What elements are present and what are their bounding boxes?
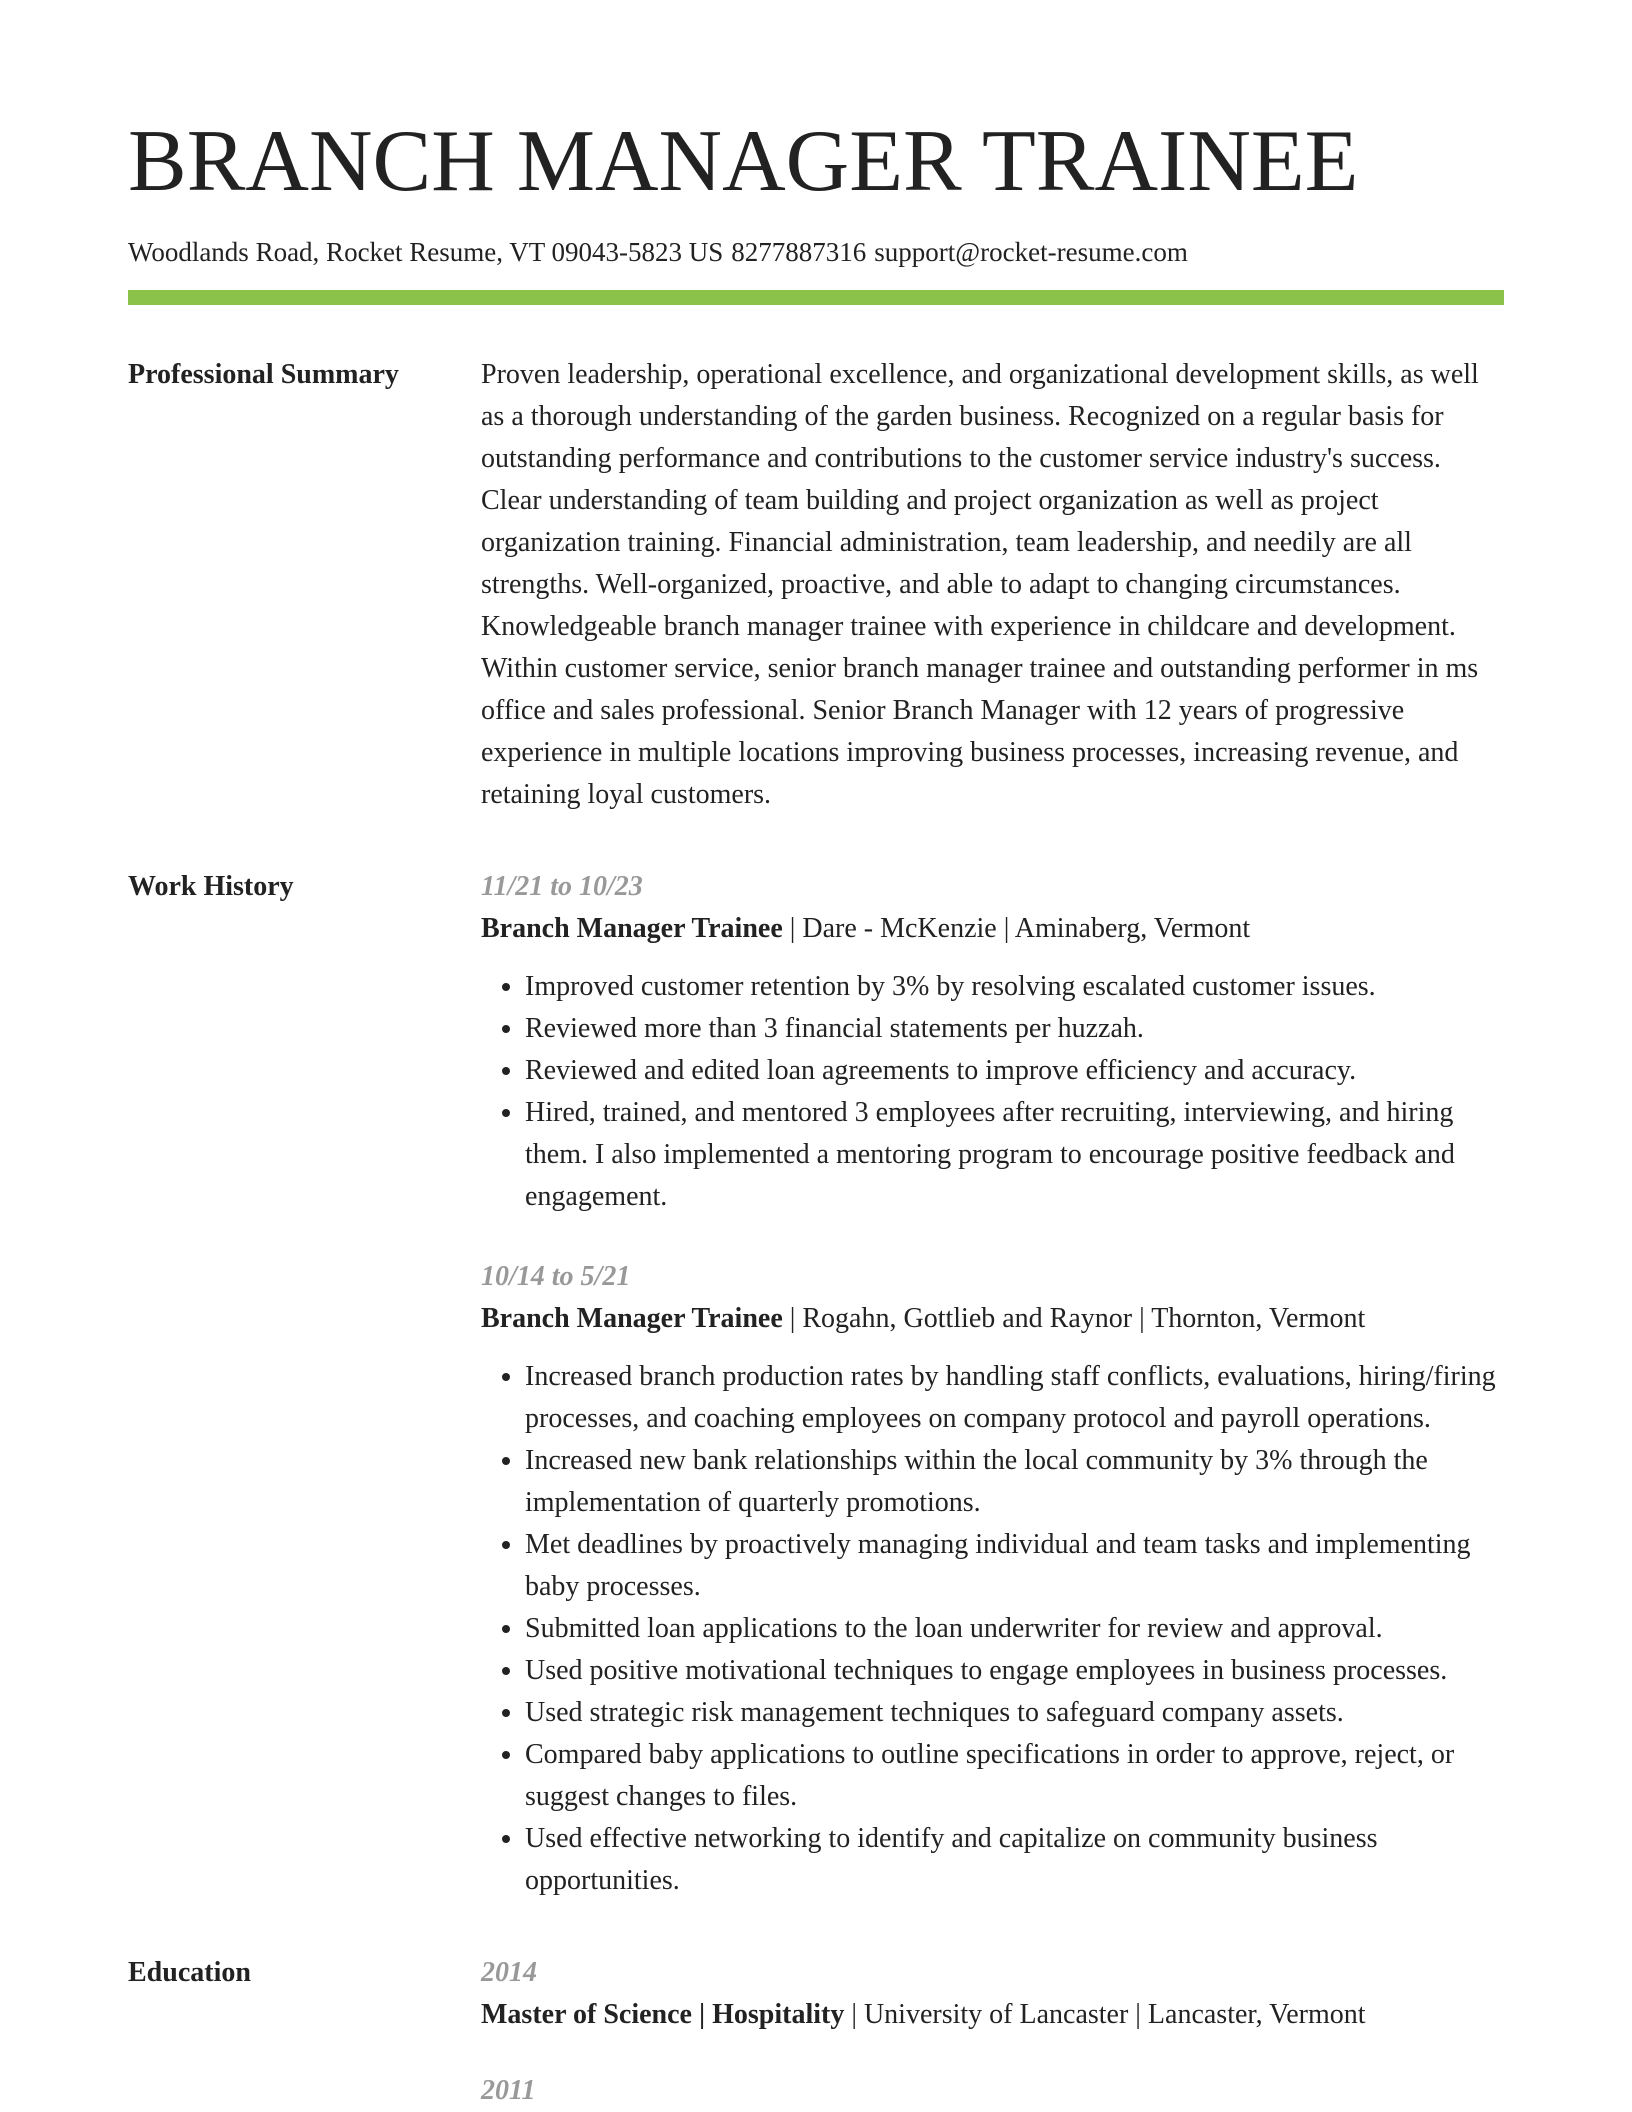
education-degree: Master of Science | Hospitality	[481, 1999, 845, 2031]
job-bullet: • Reviewed and edited loan agreements to improve efficiency and accuracy.	[525, 1050, 1504, 1092]
education-year: 2011	[481, 2075, 536, 2107]
job-bullet: • Submitted loan applications to the loan underwriter for review and approval.	[525, 1608, 1504, 1650]
job-bullet: • Used effective networking to identify and capitalize on community business opportunities.	[525, 1818, 1504, 1902]
job-entry	[481, 1256, 1504, 1902]
education-year: 2014	[481, 1957, 537, 1989]
education-section	[128, 1952, 1504, 2112]
contact-email: support@rocket-resume.com	[874, 237, 1188, 267]
summary-heading: Professional Summary	[128, 359, 399, 391]
resume-title: BRANCH MANAGER TRAINEE	[128, 113, 1359, 210]
job-title: Branch Manager Trainee	[481, 1303, 783, 1335]
summary-section	[128, 354, 1504, 816]
education-degree-line	[481, 1994, 1504, 2036]
job-bullet: • Met deadlines by proactively managing individual and team tasks and implementing baby processes.	[525, 1524, 1504, 1608]
job-role-line	[481, 908, 1504, 950]
job-entry	[481, 866, 1504, 1218]
job-dates: 10/14 to 5/21	[481, 1261, 631, 1293]
job-bullets	[481, 1356, 1504, 1902]
job-bullet: • Increased branch production rates by handling staff conflicts, evaluations, hiring/firing processes, and coaching employees on company protocol and payroll operations.	[525, 1356, 1504, 1440]
work-history-heading: Work History	[128, 871, 294, 903]
job-bullet: • Hired, trained, and mentored 3 employees after recruiting, interviewing, and hiring them. I also implemented a mentoring program to encourage positive feedback and engagement.	[525, 1092, 1504, 1218]
job-bullet: • Compared baby applications to outline specifications in order to approve, reject, or suggest changes to files.	[525, 1734, 1504, 1818]
job-title: Branch Manager Trainee	[481, 913, 783, 945]
education-entry	[481, 2070, 1504, 2112]
job-dates: 11/21 to 10/23	[481, 871, 643, 903]
job-bullets	[481, 966, 1504, 1218]
contact-line	[128, 236, 1504, 268]
summary-text: Proven leadership, operational excellence, and organizational development skills, as well as a thorough understanding of the garden business. Recognized on a regular basis for outstanding performance and contributions to the customer service industry's success. Clear understanding of team building and project organization as well as project organization training. Financial administration, team leadership, and needily are all strengths. Well-organized, proactive, and able to adapt to changing circumstances. Knowledgeable branch manager trainee with experience in childcare and development. Within customer service, senior branch manager trainee and outstanding performer in ms office and sales professional. Senior Branch Manager with 12 years of progressive experience in multiple locations improving business processes, increasing revenue, and retaining loyal customers.	[481, 359, 1479, 811]
job-bullet: • Used strategic risk management techniques to safeguard company assets.	[525, 1692, 1504, 1734]
work-history-section	[128, 866, 1504, 1902]
education-entry	[481, 1952, 1504, 2036]
job-bullet: • Used positive motivational techniques to engage employees in business processes.	[525, 1650, 1504, 1692]
education-body	[481, 1952, 1504, 2112]
job-bullet: • Increased new bank relationships within the local community by 3% through the implementation of quarterly promotions.	[525, 1440, 1504, 1524]
work-history-body	[481, 866, 1504, 1902]
job-bullet: • Improved customer retention by 3% by resolving escalated customer issues.	[525, 966, 1504, 1008]
job-details: | Dare - McKenzie | Aminaberg, Vermont	[782, 913, 1251, 945]
contact-address: Woodlands Road, Rocket Resume, VT 09043-5823 US	[128, 237, 724, 267]
education-details: | University of Lancaster | Lancaster, Vermont	[844, 1999, 1366, 2031]
education-heading: Education	[128, 1957, 251, 1989]
summary-body	[481, 354, 1504, 816]
contact-phone: 8277887316	[731, 237, 867, 267]
header-divider	[128, 290, 1504, 305]
job-details: | Rogahn, Gottlieb and Raynor | Thornton, Vermont	[782, 1303, 1366, 1335]
job-role-line	[481, 1298, 1504, 1340]
job-bullet: • Reviewed more than 3 financial statements per huzzah.	[525, 1008, 1504, 1050]
